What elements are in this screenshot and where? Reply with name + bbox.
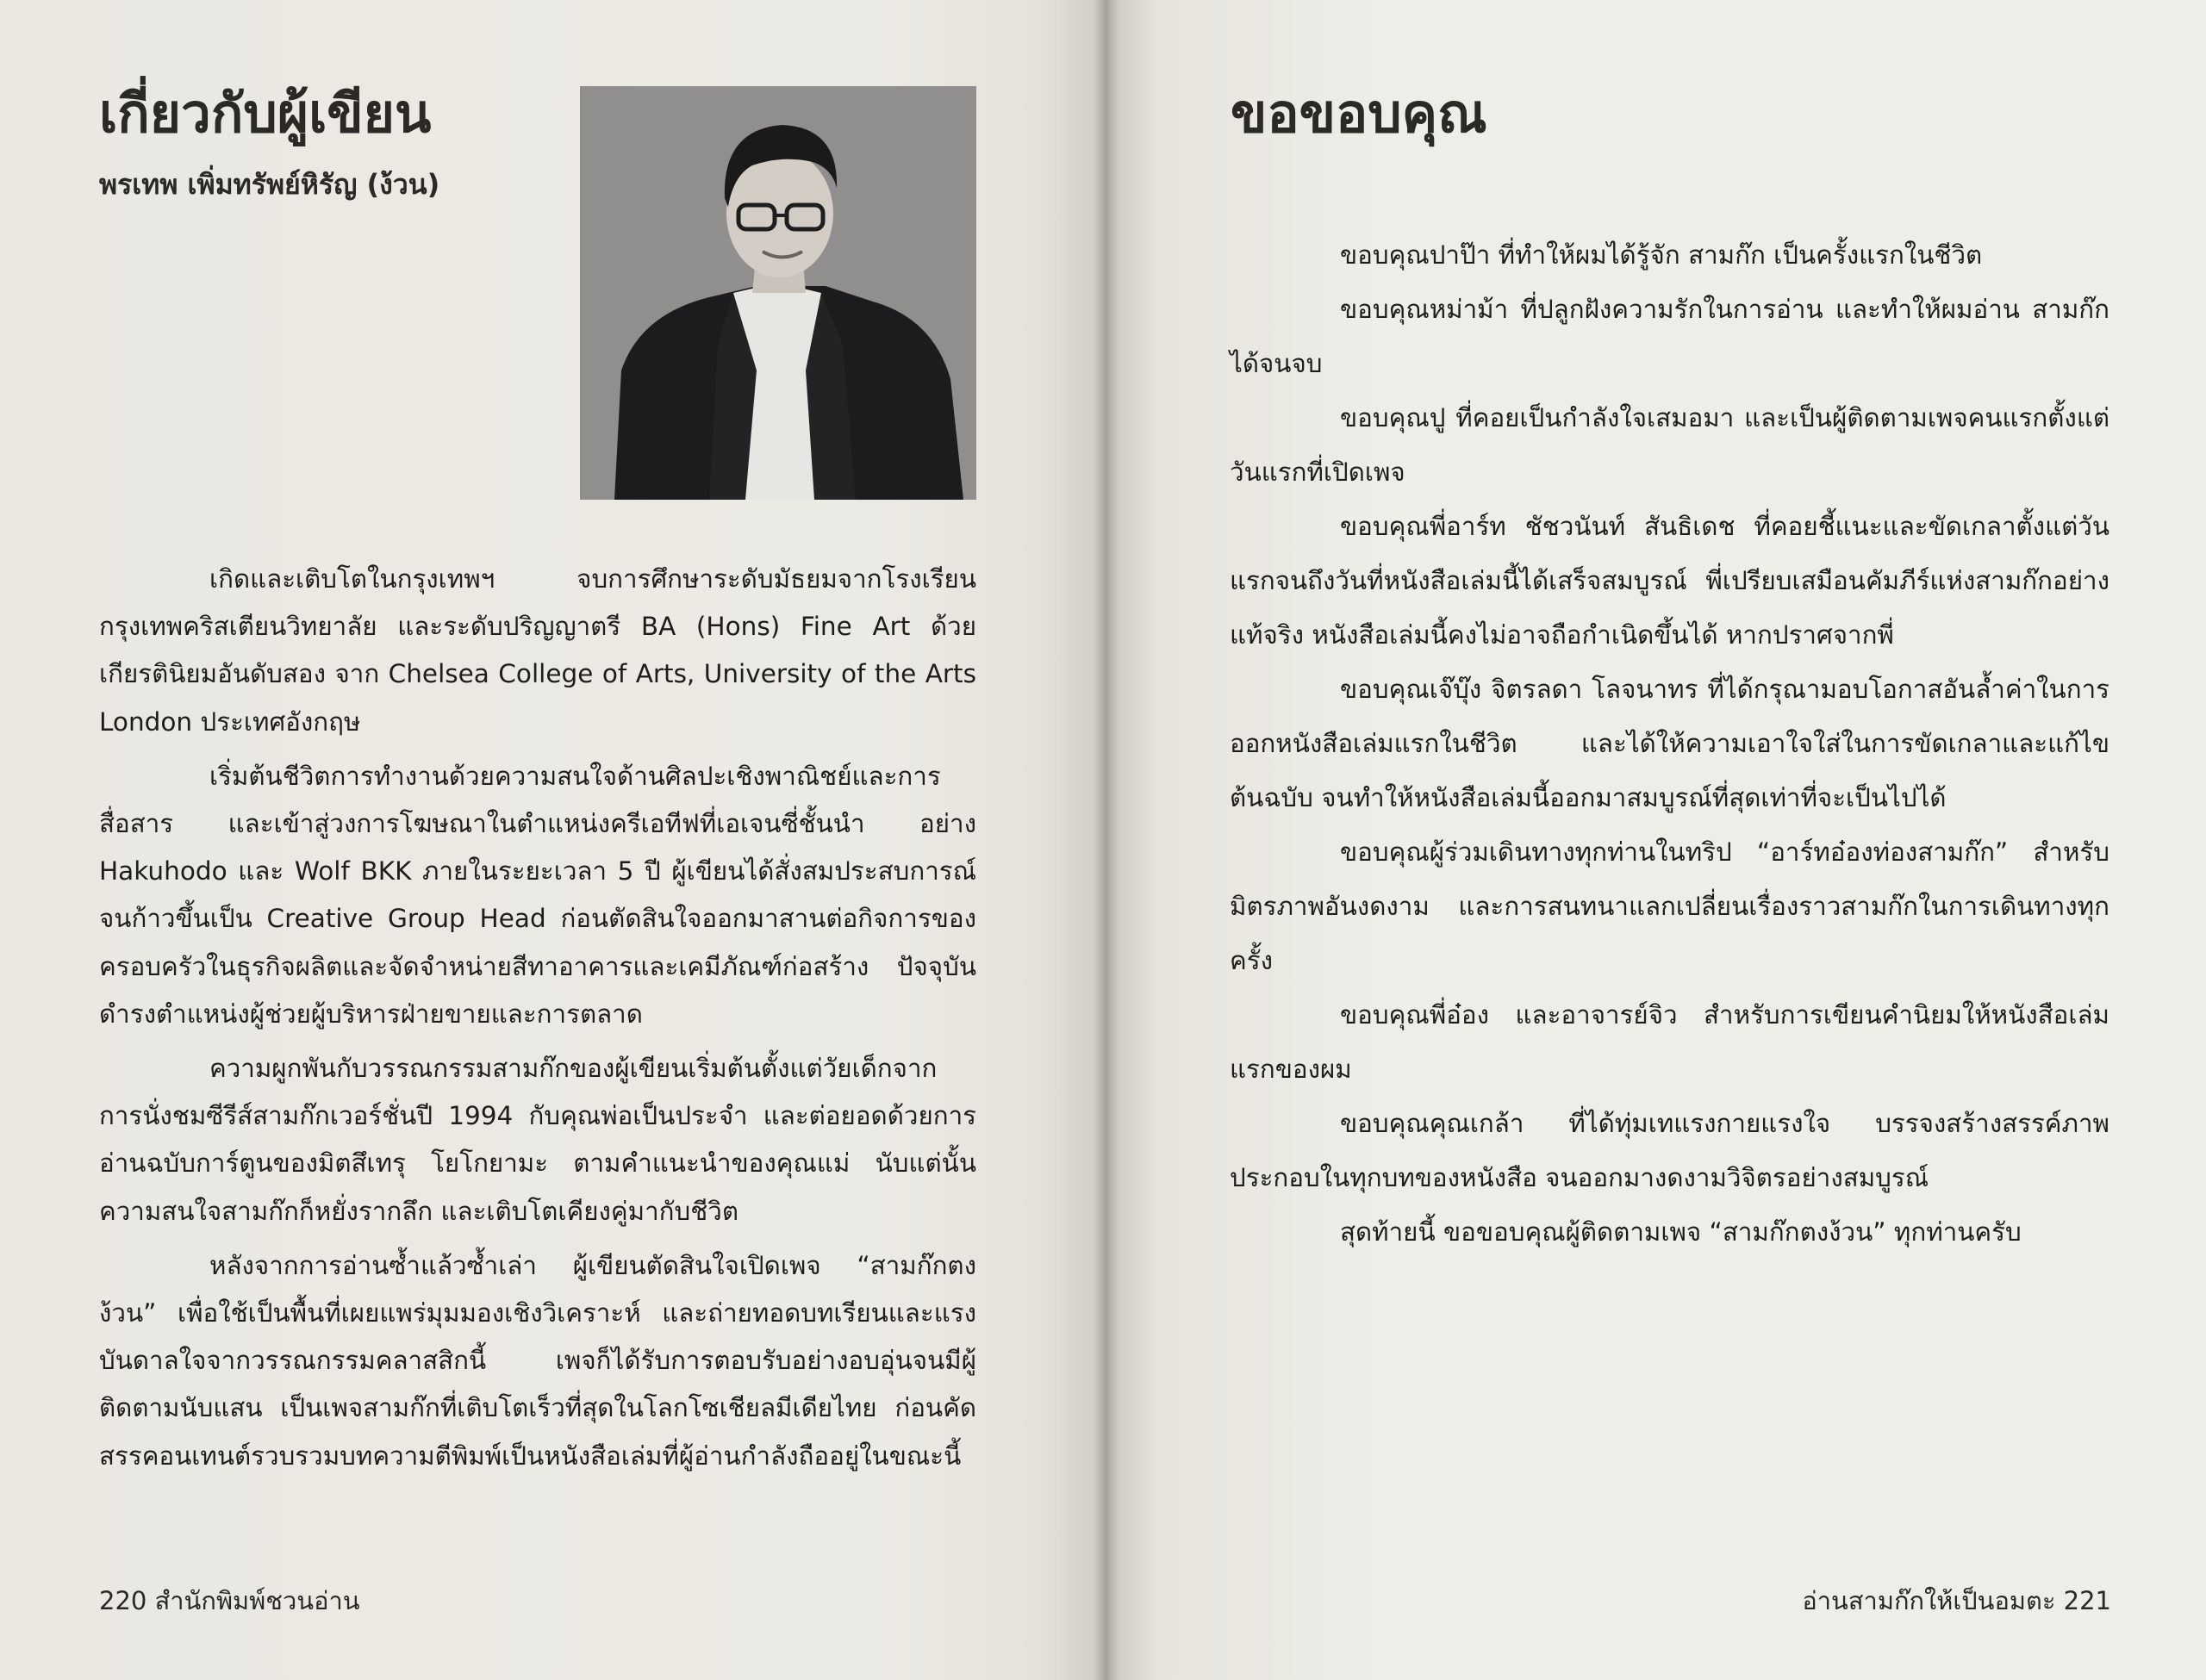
acknowledgements-title: ขอขอบคุณ [1231,82,1487,145]
thanks-paragraph: ขอบคุณปู ที่คอยเป็นกำลังใจเสมอมา และเป็นผู้ติดตามเพจคนแรกตั้งแต่วันแรกที่เปิดเพจ [1230,403,2109,487]
left-page-footer: 220 สำนักพิมพ์ชวนอ่าน [99,1586,360,1615]
bio-paragraph: เริ่มต้นชีวิตการทำงานด้วยความสนใจด้านศิลปะเชิงพาณิชย์และการสื่อสาร และเข้าสู่วงการโฆษณาในตำแหน่งครีเอทีฟที่เอเจนซี่ชั้นนำ อย่าง Hakuhodo และ Wolf BKK ภายในระยะเวลา 5 ปี ผู้เขียนได้สั่งสมประสบการณ์จนก้าวขึ้นเป็น Creative Group Head ก่อนตัดสินใจออกมาสานต่อกิจการของครอบครัวในธุรกิจผลิตและจัดจำหน่ายสีทาอาคารและเคมีภัณฑ์ก่อสร้าง ปัจจุบันดำรงตำแหน่งผู้ช่วยผู้บริหารฝ่ายขายและการตลาด [99,761,976,1029]
thanks-paragraph: ขอบคุณคุณเกล้า ที่ได้ทุ่มเทแรงกายแรงใจ บรรจงสร้างสรรค์ภาพประกอบในทุกบทของหนังสือ จนออกมางดงามวิจิตรอย่างสมบูรณ์ [1230,1109,2109,1192]
author-photo [580,86,976,500]
bio-paragraph: ความผูกพันกับวรรณกรรมสามก๊กของผู้เขียนเริ่มต้นตั้งแต่วัยเด็กจากการนั่งชมซีรีส์สามก๊กเวอร์ชั่นปี 1994 กับคุณพ่อเป็นประจำ และต่อยอดด้วยการอ่านฉบับการ์ตูนของมิตสึเทรุ โยโกยามะ ตามคำแนะนำของคุณแม่ นับแต่นั้นความสนใจสามก๊กก็หยั่งรากลึก และเติบโตเคียงคู่มากับชีวิต [99,1054,976,1226]
thanks-paragraph: ขอบคุณหม่าม้า ที่ปลูกฝังความรักในการอ่าน และทำให้ผมอ่าน สามก๊ก ได้จนจบ [1230,295,2109,378]
bio-paragraph: เกิดและเติบโตในกรุงเทพฯ จบการศึกษาระดับมัธยมจากโรงเรียนกรุงเทพคริสเตียนวิทยาลัย และระดับปริญญาตรี BA (Hons) Fine Art ด้วยเกียรตินิยมอันดับสอง จาก Chelsea College of Arts, University of the Arts London ประเทศอังกฤษ [99,564,976,737]
thanks-paragraph: ขอบคุณเจ๊บุ๊ง จิตรลดา โลจนาทร ที่ได้กรุณามอบโอกาสอันล้ำค่าในการออกหนังสือเล่มแรกในชีวิต และได้ให้ความเอาใจใส่ในการขัดเกลาและแก้ไขต้นฉบับ จนทำให้หนังสือเล่มนี้ออกมาสมบูรณ์ที่สุดเท่าที่จะเป็นไปได้ [1230,675,2109,812]
thanks-paragraph: ขอบคุณพี่อาร์ท ชัชวนันท์ สันธิเดช ที่คอยชี้แนะและขัดเกลาตั้งแต่วันแรกจนถึงวันที่หนังสือเล่มนี้ได้เสร็จสมบูรณ์ พี่เปรียบเสมือนคัมภีร์แห่งสามก๊กอย่างแท้จริง หนังสือเล่มนี้คงไม่อาจถือกำเนิดขึ้นได้ หากปราศจากพี่ [1230,512,2109,650]
thanks-paragraph: ขอบคุณผู้ร่วมเดินทางทุกท่านในทริป “อาร์ทอ๋องท่องสามก๊ก” สำหรับมิตรภาพอันงดงาม และการสนทนาแลกเปลี่ยนเรื่องราวสามก๊กในการเดินทางทุกครั้ง [1230,837,2109,975]
thanks-paragraph: สุดท้ายนี้ ขอขอบคุณผู้ติดตามเพจ “สามก๊กตงง้วน” ทุกท่านครับ [1340,1217,2022,1247]
bio-paragraph: หลังจากการอ่านซ้ำแล้วซ้ำเล่า ผู้เขียนตัดสินใจเปิดเพจ “สามก๊กตงง้วน” เพื่อใช้เป็นพื้นที่เผยแพร่มุมมองเชิงวิเคราะห์ และถ่ายทอดบทเรียนและแรงบันดาลใจจากวรรณกรรมคลาสสิกนี้ เพจก็ได้รับการตอบรับอย่างอบอุ่นจนมีผู้ติดตามนับแสน เป็นเพจสามก๊กที่เติบโตเร็วที่สุดในโลกโซเชียลมีเดียไทย ก่อนคัดสรรคอนเทนต์รวบรวมบทความตีพิมพ์เป็นหนังสือเล่มที่ผู้อ่านกำลังถืออยู่ในขณะนี้ [99,1250,976,1471]
acknowledgements-text [1230,228,2109,1260]
thanks-paragraph: ขอบคุณปาป๊า ที่ทำให้ผมได้รู้จัก สามก๊ก เป็นครั้งแรกในชีวิต [1340,240,1983,270]
thanks-paragraph: ขอบคุณพี่อ๋อง และอาจารย์จิว สำหรับการเขียนคำนิยมให้หนังสือเล่มแรกของผม [1230,1000,2109,1084]
right-page-footer: อ่านสามก๊กให้เป็นอมตะ 221 [1802,1586,2111,1615]
author-bio [99,556,976,1487]
author-name: พรเทพ เพิ่มทรัพย์หิรัญ (ง้วน) [99,168,440,201]
book-gutter [1093,0,1119,1680]
author-portrait-image [580,86,976,500]
page-title: เกี่ยวกับผู้เขียน [99,82,432,145]
